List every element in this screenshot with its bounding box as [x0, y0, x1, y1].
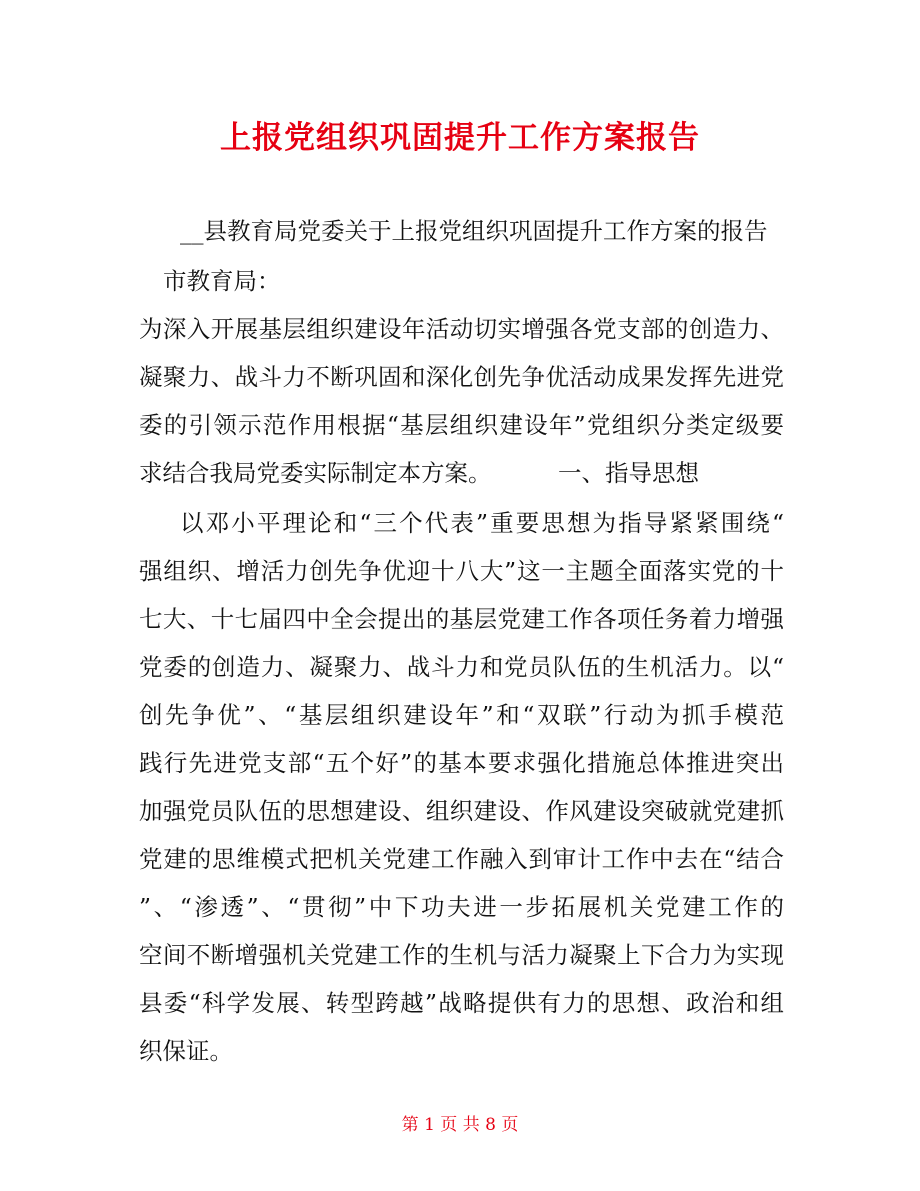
- para2-last-line: 织保证。: [139, 1037, 233, 1065]
- para2-line: 创先争优”、“基层组织建设年”和“双联”行动为抓手模范: [139, 701, 784, 729]
- para2-line: 以邓小平理论和“三个代表”重要思想为指导紧紧围绕“: [180, 509, 784, 537]
- para2-line: ”、“渗透”、“贯彻”中下功夫进一步拓展机关党建工作的: [139, 893, 784, 921]
- para2-line: 践行先进党支部“五个好”的基本要求强化措施总体推进突出: [139, 749, 784, 777]
- addressee: 市教育局：: [163, 267, 281, 295]
- document-subtitle: __县教育局党委关于上报党组织巩固提升工作方案的报告: [180, 217, 768, 245]
- para1-line: 委的引领示范作用根据“基层组织建设年”党组织分类定级要: [139, 411, 784, 439]
- para1-last-line: 求结合我局党委实际制定本方案。: [139, 459, 492, 487]
- para2-line: 七大、十七届四中全会提出的基层党建工作各项任务着力增强: [139, 605, 784, 633]
- section1-heading: 一、指导思想: [558, 459, 699, 487]
- para1-line: 凝聚力、战斗力不断巩固和深化创先争优活动成果发挥先进党: [139, 363, 784, 391]
- para2-line: 强组织、增活力创先争优迎十八大”这一主题全面落实党的十: [139, 557, 784, 585]
- para2-line: 县委“科学发展、转型跨越”战略提供有力的思想、政治和组: [139, 989, 784, 1017]
- para1-line: 为深入开展基层组织建设年活动切实增强各党支部的创造力、: [139, 315, 784, 343]
- document-title: 上报党组织巩固提升工作方案报告: [220, 120, 700, 156]
- page-number-footer: 第 1 页 共 8 页: [401, 1115, 519, 1135]
- para2-line: 党委的创造力、凝聚力、战斗力和党员队伍的生机活力。以“: [139, 653, 784, 681]
- para2-line: 党建的思维模式把机关党建工作融入到审计工作中去在“结合: [139, 845, 784, 873]
- para2-line: 加强党员队伍的思想建设、组织建设、作风建设突破就党建抓: [139, 797, 784, 825]
- para2-line: 空间不断增强机关党建工作的生机与活力凝聚上下合力为实现: [139, 941, 784, 969]
